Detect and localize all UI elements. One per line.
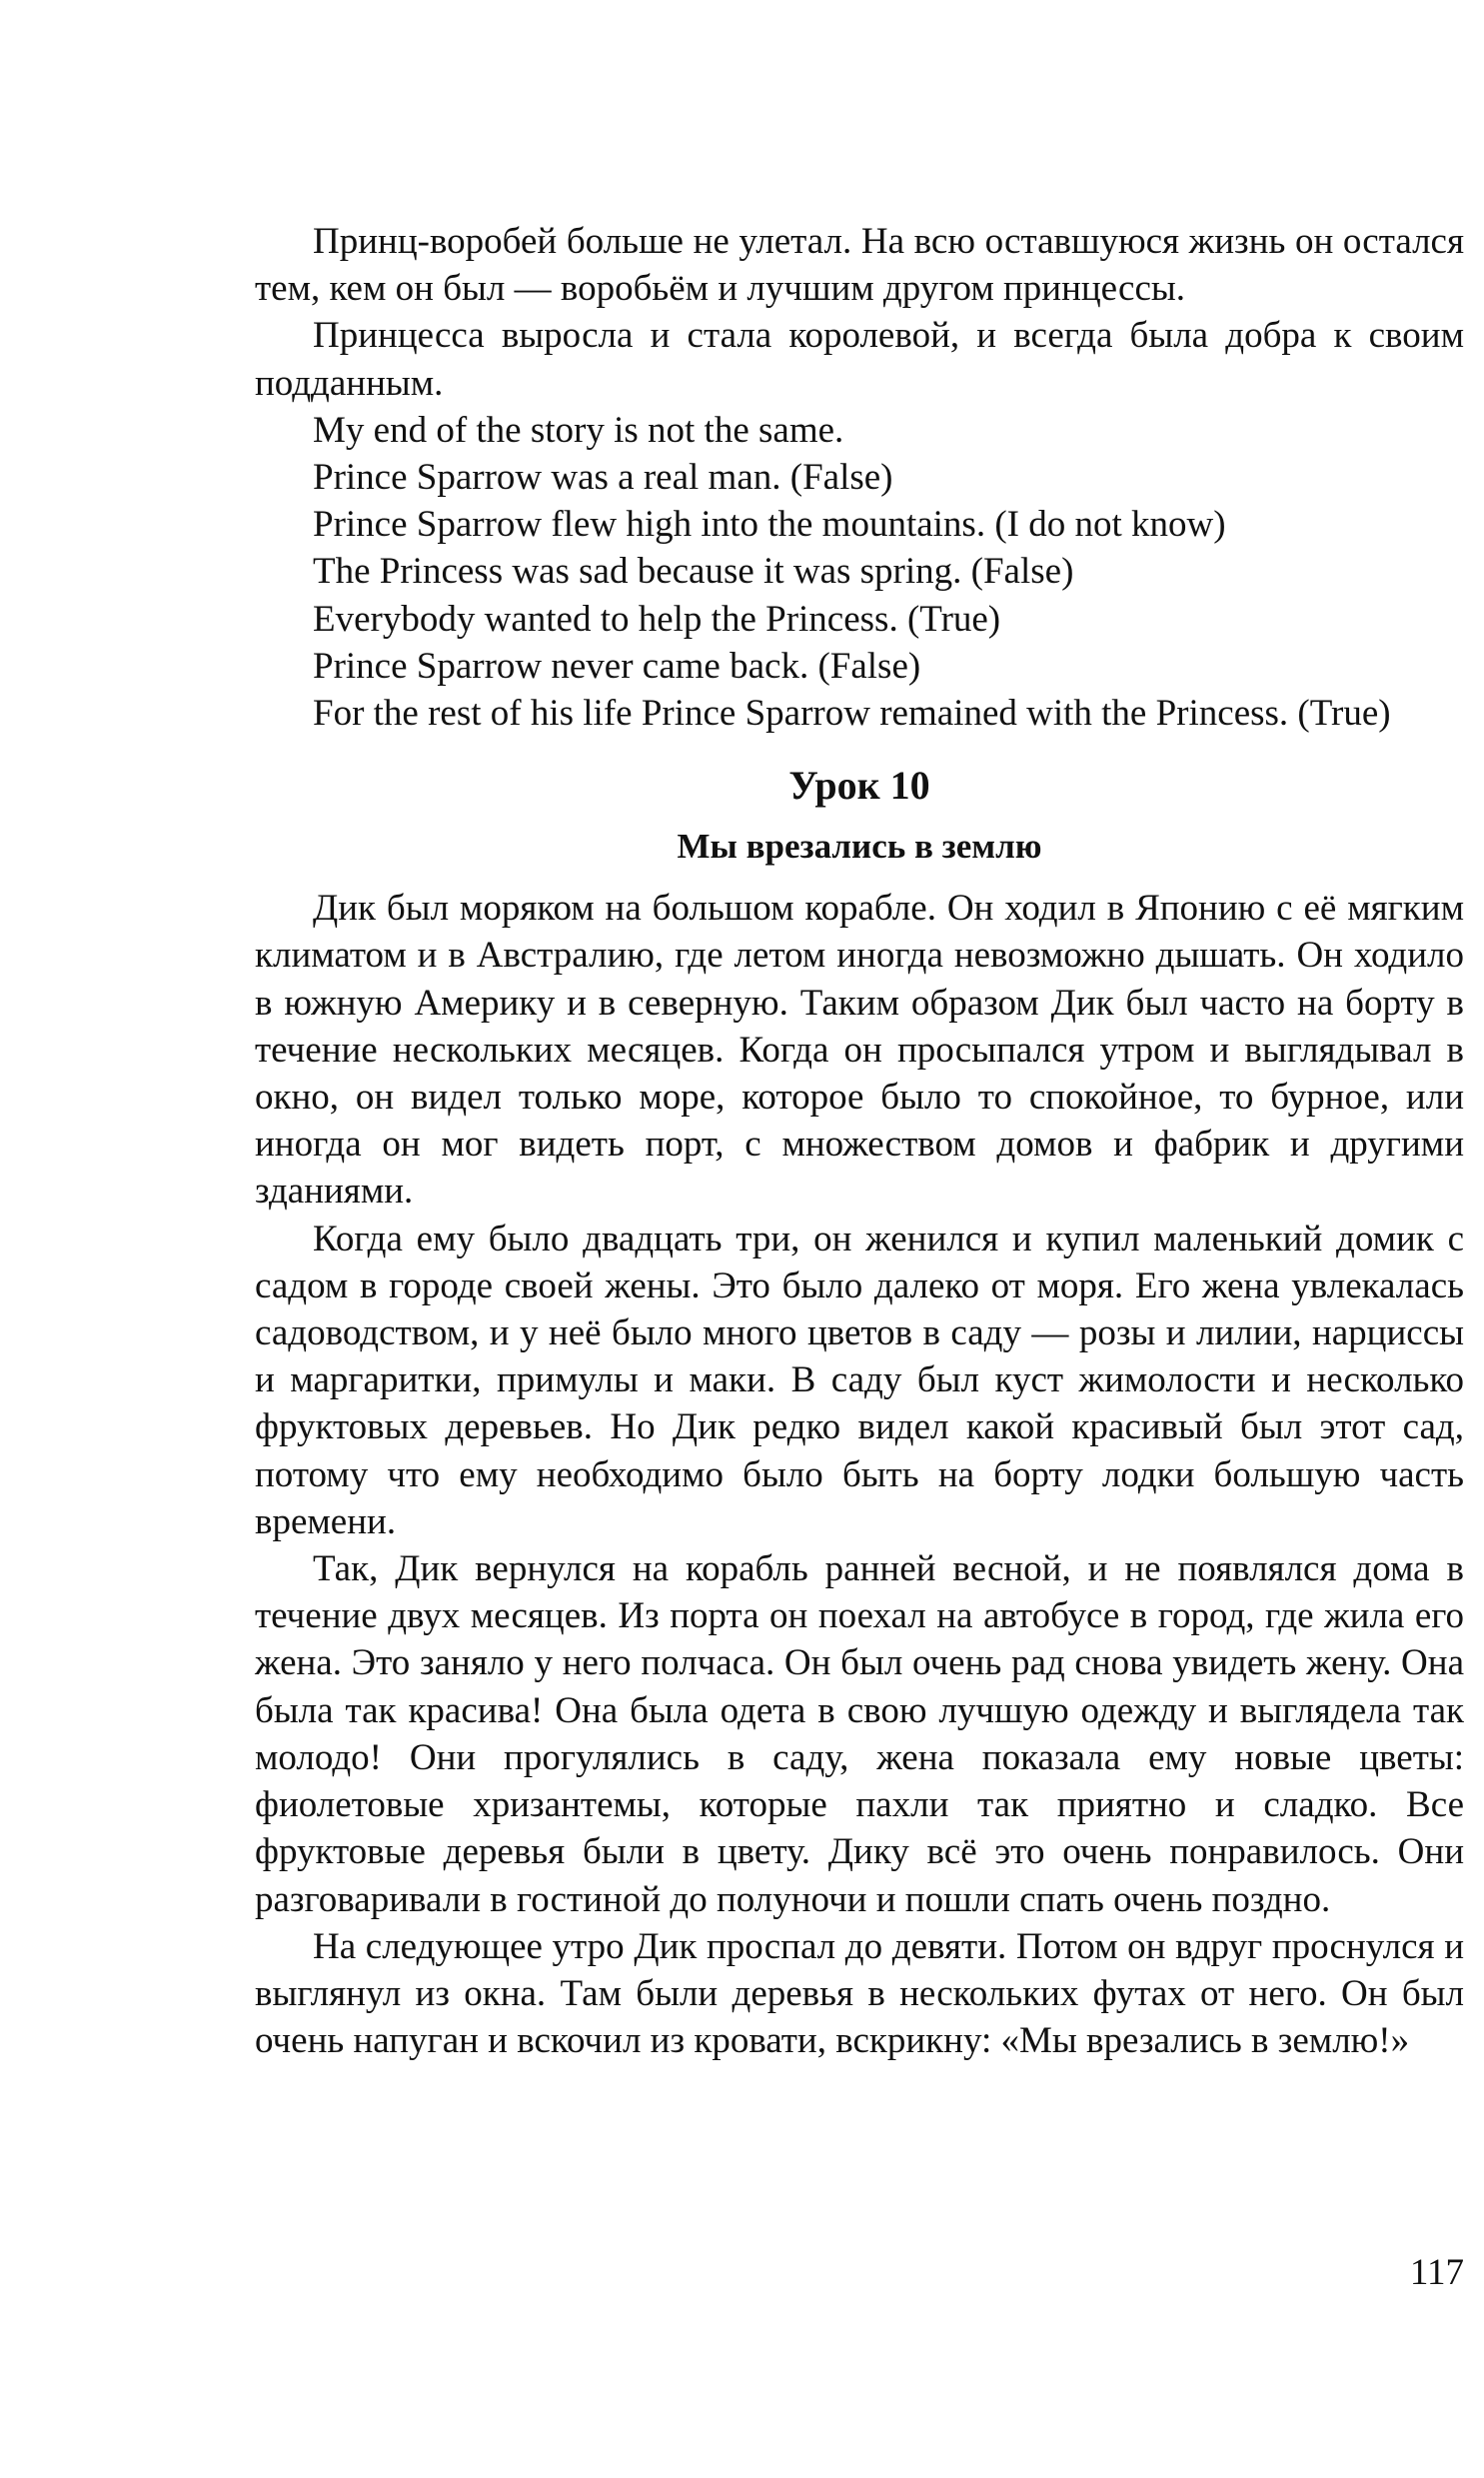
lesson-title: Урок 10	[788, 763, 930, 809]
lesson-subtitle: Мы врезались в землю	[677, 827, 1042, 867]
answer-line: My end of the story is not the same.	[313, 409, 844, 451]
answer-line: Prince Sparrow was a real man. (False)	[313, 457, 893, 499]
answer-line: Prince Sparrow flew high into the mountains. (I do not know)	[313, 504, 1226, 546]
story-paragraph: На следующее утро Дик проспал до девяти. Потом он вдруг проснулся и выглянул из окна. Там были деревья в нескольких футах от него. Он был очень напуган и вскочил из кровати, вскрикну: «Мы врезались в землю!»	[255, 1925, 1464, 2062]
answer-line: Everybody wanted to help the Princess. (True)	[313, 598, 1001, 640]
intro-paragraph: Принцесса выросла и стала королевой, и всегда была добра к своим подданным.	[255, 315, 1464, 404]
answers-list	[255, 407, 1464, 737]
page-body	[255, 218, 1464, 2064]
answer-line: The Princess was sad because it was spring. (False)	[313, 551, 1074, 593]
story-paragraph: Дик был моряком на большом корабле. Он ходил в Японию с её мягким климатом и в Австралию, где летом иногда невозможно дышать. Он ходило в южную Америку и в северную. Таким образом Дик был часто на борту в течение нескольких месяцев. Когда он просыпался утром и выглядывал в окно, он видел только море, которое было то спокойное, то бурное, или иногда он мог видеть порт, с множеством домов и фабрик и другими зданиями.	[255, 888, 1464, 1213]
intro-paragraph: Принц-воробей больше не улетал. На всю оставшуюся жизнь он остался тем, кем он был — воробьём и лучшим другом принцессы.	[255, 221, 1464, 310]
answer-line: Prince Sparrow never came back. (False)	[313, 645, 921, 687]
page-number: 117	[1409, 2252, 1464, 2293]
story-paragraph: Когда ему было двадцать три, он женился и купил маленький домик с садом в городе своей жены. Это было далеко от моря. Его жена увлекалась садоводством, и у неё было много цветов в саду — розы и лилии, нарциссы и маргаритки, примулы и маки. В саду был куст жимолости и несколько фруктовых деревьев. Но Дик редко видел какой красивый был этот сад, потому что ему необходимо было быть на борту лодки большую часть времени.	[255, 1218, 1464, 1542]
story-paragraph: Так, Дик вернулся на корабль ранней весной, и не появлялся дома в течение двух месяцев. Из порта он поехал на автобусе в город, где жила его жена. Это заняло у него полчаса. Он был очень рад снова увидеть жену. Она была так красива! Она была одета в свою лучшую одежду и выглядела так молодо! Они прогулялись в саду, жена показала ему новые цветы: фиолетовые хризантемы, которые пахли так приятно и сладко. Все фруктовые деревья были в цвету. Дику всё это очень понравилось. Они разговаривали в гостиной до полуночи и пошли спать очень поздно.	[255, 1548, 1464, 1920]
answer-line: For the rest of his life Prince Sparrow remained with the Princess. (True)	[313, 693, 1391, 735]
